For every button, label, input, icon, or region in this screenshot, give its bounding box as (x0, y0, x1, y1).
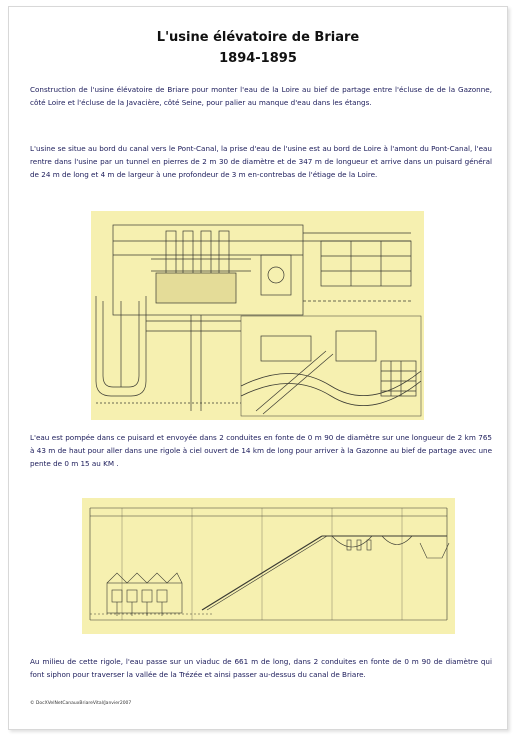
paragraph-3: L'eau est pompée dans ce puisard et envoyée dans 2 conduites en fonte de 0 m 90 de diamètre sur une longueur de 2 km 765 à 43 m de haut pour aller dans une rigole à ciel ouvert de 14 km de long pour arriver à la Gazonne au bief de partage avec une pente de 0 m 15 au KM . (30, 433, 492, 468)
paragraph-1: Construction de l'usine élévatoire de Briare pour monter l'eau de la Loire au bief de partage entre l'écluse de de la Gazonne, côté Loire et l'écluse de la Javacière, côté Seine, pour palier au manque d'eau dans les étangs. (30, 85, 492, 107)
footer-credit: © DocXVelNetCanauxBriareVital/Janvier2007 (30, 701, 132, 706)
conduit-profile-figure (82, 498, 455, 634)
plan-drawing (91, 211, 424, 420)
paragraph-4: Au milieu de cette rigole, l'eau passe sur un viaduc de 661 m de long, dans 2 conduites en fonte de 0 m 90 de diamètre qui font siphon pour traverser la vallée de la Trézée et ainsi passer au-dessus du canal de Briare. (30, 657, 492, 679)
pumping-station-plan-figure (91, 211, 424, 420)
page-subtitle-years: 1894-1895 (219, 51, 297, 66)
page-title: L'usine élévatoire de Briare (156, 30, 360, 45)
profile-drawing (82, 498, 455, 634)
paragraph-2: L'usine se situe au bord du canal vers le Pont-Canal, la prise d'eau de l'usine est au bord de Loire à l'amont du Pont-Canal, l'eau rentre dans l'usine par un tunnel en pierres de 2 m 30 de diamètre et de 347 m de longueur et arrive dans un puisard général de 24 m de long et 4 m de largeur à une profondeur de 3 m en-contrebas de l'étiage de la Loire. (30, 144, 492, 179)
